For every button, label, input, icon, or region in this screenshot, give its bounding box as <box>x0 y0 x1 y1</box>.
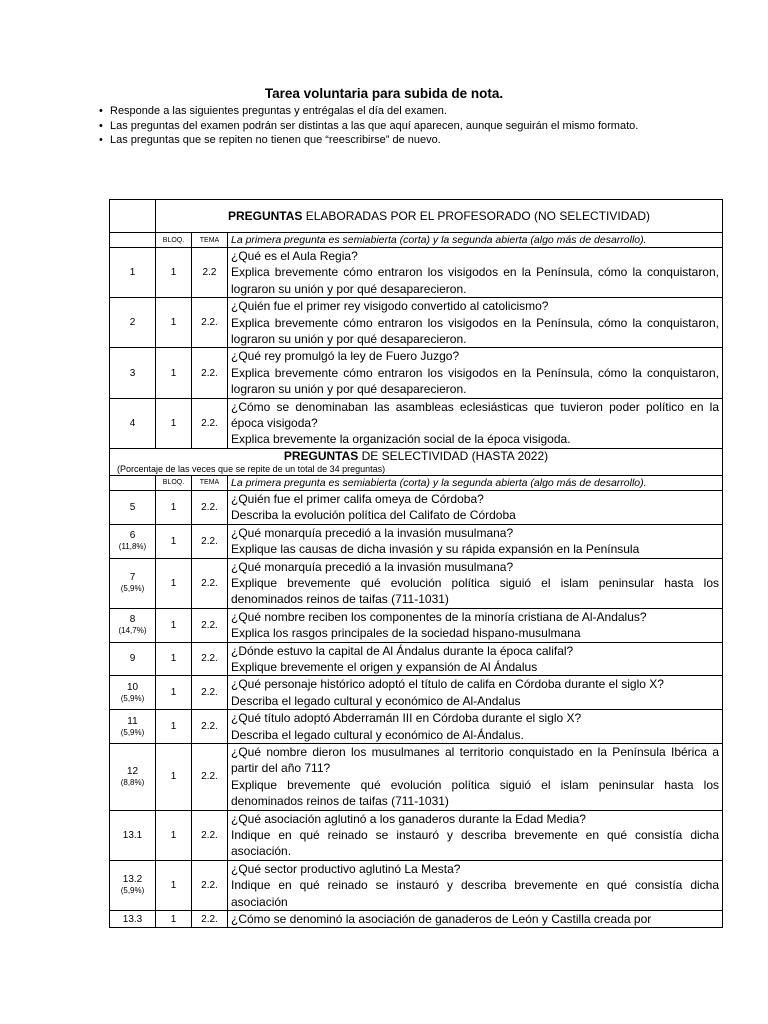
question-text-cell <box>228 348 723 398</box>
bloque-cell: 1 <box>156 911 192 928</box>
short-question: ¿Dónde estuvo la capital de Al Ándalus durante la época califal? <box>231 643 574 658</box>
bullet-icon: • <box>99 134 103 146</box>
instruction-text: Las preguntas que se repiten no tienen que “reescribirse” de nuevo. <box>110 134 441 146</box>
bloque-cell: 1 <box>156 710 192 744</box>
short-question: ¿Cómo se denominaban las asambleas eclesiásticas que tuvieron poder político en la época visigoda? <box>231 399 719 431</box>
bloque-cell: 1 <box>156 860 192 910</box>
tema-cell: 2.2. <box>192 524 228 558</box>
tema-cell: 2.2. <box>192 911 228 928</box>
short-question: ¿Qué personaje histórico adoptó el título de califa en Córdoba durante el siglo X? <box>231 677 664 692</box>
section-note: La primera pregunta es semiabierta (corta) y la segunda abierta (algo más de desarrollo). <box>228 475 723 490</box>
question-row <box>110 558 723 608</box>
repeat-percentage: (5,9%) <box>120 693 145 703</box>
question-row <box>110 248 723 298</box>
tema-cell: 2.2. <box>192 558 228 608</box>
question-row <box>110 911 723 928</box>
long-question: Explica brevemente la organización social de la época visigoda. <box>231 432 571 447</box>
section-note: La primera pregunta es semiabierta (corta) y la segunda abierta (algo más de desarrollo). <box>228 233 723 248</box>
question-number <box>110 642 156 676</box>
question-number <box>110 608 156 642</box>
question-row <box>110 490 723 524</box>
question-number-value: 13.1 <box>122 829 143 841</box>
short-question: ¿Qué título adoptó Abderramán III en Córdoba durante el siglo X? <box>231 711 582 726</box>
tema-cell: 2.2. <box>192 490 228 524</box>
tema-cell: 2.2 <box>192 248 228 298</box>
tema-cell: 2.2. <box>192 642 228 676</box>
short-question: ¿Qué es el Aula Regia? <box>231 249 358 263</box>
column-header-row <box>110 475 723 490</box>
bloque-cell: 1 <box>156 248 192 298</box>
section-header-row <box>110 448 723 475</box>
question-number <box>110 524 156 558</box>
blank-cell <box>110 475 156 490</box>
question-row <box>110 642 723 676</box>
bloque-cell: 1 <box>156 558 192 608</box>
question-number <box>110 676 156 710</box>
question-text-cell <box>228 710 723 744</box>
short-question: ¿Qué monarquía precedió a la invasión musulmana? <box>231 559 514 574</box>
question-number <box>110 810 156 860</box>
question-row <box>110 608 723 642</box>
question-row <box>110 298 723 348</box>
question-number <box>110 398 156 448</box>
tema-cell: 2.2. <box>192 398 228 448</box>
section-title-rest: ELABORADAS POR EL PROFESORADO (NO SELECTIVIDAD) <box>302 209 651 223</box>
question-row <box>110 398 723 448</box>
question-number <box>110 558 156 608</box>
question-row <box>110 710 723 744</box>
repeat-percentage: (5,9%) <box>120 727 145 737</box>
question-text-cell <box>228 642 723 676</box>
question-number-value: 12 <box>126 765 139 777</box>
short-question: ¿Cómo se denominó la asociación de ganaderos de León y Castilla creada por <box>231 912 652 927</box>
long-question: Explica brevemente cómo entraron los visigodos en la Península, cómo la conquistaron, lograron su unión y por qué desaparecieron. <box>231 315 719 347</box>
long-question: Describa la evolución política del Califato de Córdoba <box>231 508 516 523</box>
section-title-rest: DE SELECTIVIDAD (HASTA 2022) <box>358 448 549 463</box>
bullet-icon: • <box>99 119 103 132</box>
question-number-value: 5 <box>129 501 136 513</box>
short-question: ¿Qué sector productivo aglutinó La Mesta? <box>231 861 461 876</box>
long-question: Describa el legado cultural y económico de Al-Ándalus. <box>231 727 524 742</box>
tema-cell: 2.2. <box>192 860 228 910</box>
short-question: ¿Quién fue el primer califa omeya de Córdoba? <box>231 491 484 506</box>
tema-cell: 2.2. <box>192 710 228 744</box>
question-number-value: 8 <box>129 614 136 626</box>
question-text-cell <box>228 911 723 928</box>
tema-cell: 2.2. <box>192 676 228 710</box>
bloque-cell: 1 <box>156 810 192 860</box>
section-title-bold: PREGUNTAS <box>227 209 303 223</box>
long-question: Indique en qué reinado se instauró y describa brevemente en qué consistía dicha asociación. <box>231 828 719 859</box>
page-title: Tarea voluntaria para subida de nota. <box>264 86 504 101</box>
question-number-value: 7 <box>129 572 136 584</box>
bloque-cell: 1 <box>156 608 192 642</box>
section-header-row <box>110 200 723 233</box>
question-row <box>110 743 723 810</box>
question-number-value: 1 <box>129 267 136 279</box>
question-row <box>110 524 723 558</box>
column-header-row <box>110 233 723 248</box>
instruction-text: Las preguntas del examen podrán ser distintas a las que aquí aparecen, aunque seguirán el mismo formato. <box>110 119 639 132</box>
long-question: Explique las causas de dicha invasión y su rápida expansión en la Península <box>231 542 640 557</box>
bloque-cell: 1 <box>156 524 192 558</box>
questions-table <box>109 199 723 928</box>
column-header-bloq: BLOQ. <box>156 475 192 490</box>
bloque-cell: 1 <box>156 642 192 676</box>
long-question: Explique brevemente qué evolución política siguió el islam peninsular hasta los denominados reinos de taifas (711-1031) <box>231 777 719 809</box>
question-text-cell <box>228 743 723 810</box>
question-row <box>110 810 723 860</box>
long-question: Explica brevemente cómo entraron los visigodos en la Península, cómo la conquistaron, lograron su unión y por qué desaparecieron. <box>231 365 719 397</box>
question-number <box>110 348 156 398</box>
long-question: Describa el legado cultural y económico de Al-Andalus <box>231 693 521 708</box>
short-question: ¿Qué nombre dieron los musulmanes al territorio conquistado en la Península Ibérica a partir del año 711? <box>231 744 719 776</box>
question-number-value: 10 <box>126 681 139 693</box>
instruction-text: Responde a las siguientes preguntas y entrégalas el día del examen. <box>110 105 447 117</box>
question-row <box>110 860 723 910</box>
question-text-cell <box>228 524 723 558</box>
tema-cell: 2.2. <box>192 810 228 860</box>
bloque-cell: 1 <box>156 398 192 448</box>
question-row <box>110 676 723 710</box>
bloque-cell: 1 <box>156 490 192 524</box>
question-number-value: 9 <box>129 653 136 665</box>
short-question: ¿Qué asociación aglutinó a los ganaderos durante la Edad Media? <box>231 811 586 826</box>
question-number-value: 11 <box>127 715 138 727</box>
question-text-cell <box>228 298 723 348</box>
repeat-percentage: (14,7%) <box>118 626 147 636</box>
long-question: Indique en qué reinado se instauró y describa brevemente en qué consistía dicha asociación <box>231 878 719 909</box>
question-text-cell <box>228 860 723 910</box>
question-text-cell <box>228 248 723 298</box>
blank-cell <box>110 200 156 233</box>
repeat-percentage: (8,8%) <box>120 777 145 787</box>
instructions-list <box>99 104 659 148</box>
section-subtitle: (Porcentaje de las veces que se repite de un total de 34 preguntas) <box>117 463 386 474</box>
question-number-value: 2 <box>129 317 136 329</box>
bloque-cell: 1 <box>156 348 192 398</box>
tema-cell: 2.2. <box>192 743 228 810</box>
question-number <box>110 911 156 928</box>
question-number <box>110 490 156 524</box>
question-row <box>110 348 723 398</box>
short-question: ¿Quién fue el primer rey visigodo convertido al catolicismo? <box>231 299 549 314</box>
bullet-icon: • <box>99 105 103 117</box>
question-number-value: 13.2 <box>122 874 143 886</box>
column-header-bloq: BLOQ. <box>156 233 192 248</box>
instruction-item <box>99 119 659 134</box>
question-number <box>110 743 156 810</box>
column-header-tema: TEMA <box>192 233 228 248</box>
question-number <box>110 248 156 298</box>
question-text-cell <box>228 558 723 608</box>
tema-cell: 2.2. <box>192 298 228 348</box>
tema-cell: 2.2. <box>192 348 228 398</box>
blank-cell <box>110 233 156 248</box>
short-question: ¿Qué monarquía precedió a la invasión musulmana? <box>231 525 514 540</box>
long-question: Explique brevemente el origen y expansión de Al Ándalus <box>231 659 538 674</box>
bloque-cell: 1 <box>156 298 192 348</box>
repeat-percentage: (5,9%) <box>120 886 145 896</box>
question-text-cell <box>228 490 723 524</box>
question-number <box>110 298 156 348</box>
repeat-percentage: (5,9%) <box>120 584 145 594</box>
question-text-cell <box>228 608 723 642</box>
long-question: Explica los rasgos principales de la sociedad hispano-musulmana <box>231 626 581 641</box>
section-title-bold: PREGUNTAS <box>283 448 359 463</box>
question-text-cell <box>228 398 723 448</box>
tema-cell: 2.2. <box>192 608 228 642</box>
section-title <box>156 200 723 233</box>
instruction-item <box>99 133 659 148</box>
question-number-value: 6 <box>129 530 136 542</box>
instruction-item <box>99 104 659 119</box>
question-number <box>110 710 156 744</box>
question-number-value: 4 <box>129 417 136 429</box>
column-header-tema: TEMA <box>192 475 228 490</box>
question-number <box>110 860 156 910</box>
question-text-cell <box>228 810 723 860</box>
question-text-cell <box>228 676 723 710</box>
selectividad-header <box>110 448 723 475</box>
bloque-cell: 1 <box>156 743 192 810</box>
repeat-percentage: (11,8%) <box>118 542 147 552</box>
question-number-value: 13.3 <box>122 913 143 925</box>
short-question: ¿Qué rey promulgó la ley de Fuero Juzgo? <box>231 349 460 364</box>
short-question: ¿Qué nombre reciben los componentes de la minoría cristiana de Al-Andalus? <box>231 609 647 624</box>
long-question: Explica brevemente cómo entraron los visigodos en la Península, cómo la conquistaron, lograron su unión y por qué desaparecieron. <box>231 265 719 296</box>
question-number-value: 3 <box>129 367 136 379</box>
long-question: Explique brevemente qué evolución política siguió el islam peninsular hasta los denominados reinos de taifas (711-1031) <box>231 575 719 607</box>
bloque-cell: 1 <box>156 676 192 710</box>
